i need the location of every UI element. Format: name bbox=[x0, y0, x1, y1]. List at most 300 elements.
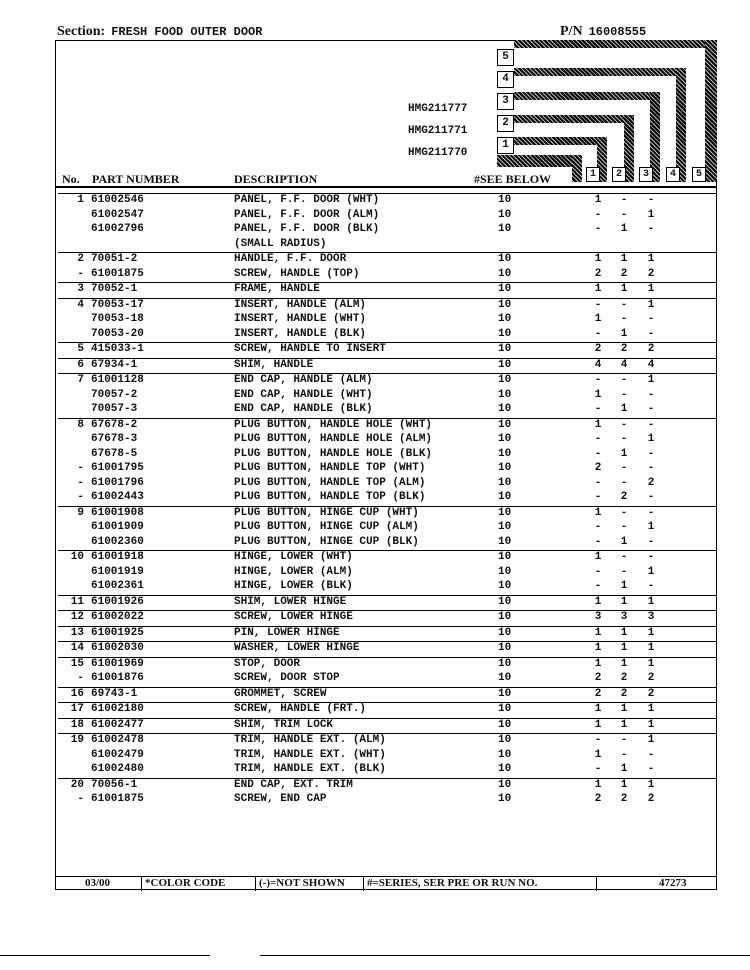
row-series-1-qty: 2 bbox=[594, 343, 602, 355]
row-series-2-qty: 1 bbox=[620, 763, 628, 775]
row-part-number: 61001128 bbox=[91, 374, 144, 386]
row-series-2-qty: - bbox=[620, 388, 628, 401]
row-series-1-qty: 1 bbox=[594, 194, 602, 206]
footer-color-code: *COLOR CODE bbox=[145, 877, 226, 889]
row-part-number: 70052-1 bbox=[91, 283, 138, 295]
row-see-below: 10 bbox=[498, 565, 512, 578]
row-description: PIN, LOWER HINGE bbox=[234, 626, 340, 639]
row-series-1-qty: 2 bbox=[594, 687, 602, 700]
row-see-below: 10 bbox=[498, 433, 512, 445]
row-item-number: 5 bbox=[77, 343, 84, 355]
row-part-number: 61001909 bbox=[91, 521, 144, 533]
row-see-below: 10 bbox=[498, 551, 512, 563]
row-series-1-qty: 1 bbox=[594, 703, 602, 715]
row-description: GROMMET, SCREW bbox=[234, 687, 327, 700]
row-series-3-qty: 1 bbox=[647, 565, 655, 578]
row-item-number: - bbox=[77, 267, 84, 280]
row-description: PLUG BUTTON, HANDLE HOLE (ALM) bbox=[234, 433, 433, 445]
table-row bbox=[58, 268, 716, 283]
row-part-number: 61002361 bbox=[91, 580, 144, 592]
row-see-below: 10 bbox=[498, 642, 512, 654]
row-see-below: 10 bbox=[498, 748, 512, 761]
row-series-2-qty: - bbox=[620, 313, 628, 325]
row-part-number: 61001795 bbox=[91, 462, 144, 474]
row-description: WASHER, LOWER HINGE bbox=[234, 642, 360, 654]
row-part-number: 61002180 bbox=[91, 703, 144, 715]
row-series-3-qty: 1 bbox=[647, 626, 655, 639]
table-row bbox=[58, 733, 716, 749]
row-series-3-qty: - bbox=[647, 763, 655, 775]
row-part-number: 61002443 bbox=[91, 491, 144, 503]
row-description: INSERT, HANDLE (ALM) bbox=[234, 298, 367, 311]
row-part-number: 70053-17 bbox=[91, 298, 144, 311]
row-series-2-qty: - bbox=[620, 476, 628, 489]
row-description: (SMALL RADIUS) bbox=[234, 237, 327, 250]
table-row bbox=[58, 282, 716, 298]
row-series-2-qty: 2 bbox=[620, 491, 628, 503]
table-row bbox=[58, 580, 716, 595]
series-bar-2-top bbox=[514, 115, 633, 123]
table-row bbox=[58, 433, 716, 448]
footer-not-shown: (-)=NOT SHOWN bbox=[259, 877, 345, 889]
row-series-3-qty: 1 bbox=[647, 718, 655, 731]
row-see-below: 10 bbox=[498, 657, 512, 670]
row-series-2-qty: - bbox=[620, 298, 628, 311]
row-see-below: 10 bbox=[498, 476, 512, 489]
row-series-1-qty: - bbox=[594, 208, 602, 221]
table-row bbox=[58, 462, 716, 477]
row-series-3-qty: - bbox=[647, 327, 655, 340]
row-part-number: 61002479 bbox=[91, 748, 144, 761]
row-description: PANEL, F.F. DOOR (WHT) bbox=[234, 194, 380, 206]
row-series-1-qty: - bbox=[594, 763, 602, 775]
series-bar-3-top bbox=[514, 92, 660, 100]
row-series-2-qty: - bbox=[620, 748, 628, 761]
row-item-number: 6 bbox=[77, 358, 84, 371]
table-row bbox=[58, 687, 716, 703]
row-series-2-qty: 3 bbox=[620, 611, 628, 623]
row-series-2-qty: 1 bbox=[620, 535, 628, 548]
row-series-3-qty: 1 bbox=[647, 703, 655, 715]
section-header bbox=[57, 24, 262, 40]
row-series-2-qty: - bbox=[620, 462, 628, 474]
row-item-number: 20 bbox=[70, 778, 84, 791]
model-number: HMG211770 bbox=[408, 147, 468, 159]
row-series-1-qty: 2 bbox=[594, 462, 602, 474]
row-see-below: 10 bbox=[498, 374, 512, 386]
table-row bbox=[58, 550, 716, 566]
table-row bbox=[58, 403, 716, 418]
row-series-2-qty: 1 bbox=[620, 403, 628, 415]
row-part-number: 61001919 bbox=[91, 565, 144, 578]
row-series-2-qty: 1 bbox=[620, 580, 628, 592]
row-part-number: 61002546 bbox=[91, 194, 144, 206]
row-series-2-qty: - bbox=[620, 734, 628, 746]
row-part-number: 61002796 bbox=[91, 223, 144, 235]
row-series-2-qty: 1 bbox=[620, 595, 628, 608]
row-series-2-qty: 2 bbox=[620, 267, 628, 280]
row-series-2-qty: 1 bbox=[620, 642, 628, 654]
pn-value: 16008555 bbox=[588, 25, 647, 39]
row-description: SCREW, END CAP bbox=[234, 793, 327, 805]
row-series-3-qty: 1 bbox=[647, 298, 655, 311]
row-part-number: 415033-1 bbox=[91, 343, 144, 355]
col-header-description: DESCRIPTION bbox=[234, 172, 318, 186]
row-series-1-qty: 1 bbox=[594, 718, 602, 731]
row-item-number: - bbox=[77, 476, 84, 489]
row-see-below: 10 bbox=[498, 358, 512, 371]
row-item-number: - bbox=[77, 462, 84, 474]
row-series-2-qty: - bbox=[620, 374, 628, 386]
model-number: HMG211771 bbox=[408, 125, 468, 137]
row-series-2-qty: 1 bbox=[620, 327, 628, 340]
row-see-below: 10 bbox=[498, 535, 512, 548]
row-series-2-qty: 4 bbox=[620, 358, 628, 371]
row-series-3-qty: - bbox=[647, 535, 655, 548]
row-description: PLUG BUTTON, HANDLE TOP (ALM) bbox=[234, 476, 426, 489]
row-item-number: 12 bbox=[70, 611, 84, 623]
row-series-3-qty: 1 bbox=[647, 778, 655, 791]
row-description: FRAME, HANDLE bbox=[234, 283, 320, 295]
row-series-3-qty: 1 bbox=[647, 374, 655, 386]
table-row bbox=[58, 477, 716, 492]
section-value: FRESH FOOD OUTER DOOR bbox=[111, 25, 263, 39]
row-description: INSERT, HANDLE (BLK) bbox=[234, 327, 367, 340]
row-see-below: 10 bbox=[498, 283, 512, 295]
row-series-3-qty: - bbox=[647, 403, 655, 415]
series-bar-1-top bbox=[514, 137, 606, 145]
row-description: SHIM, HANDLE bbox=[234, 358, 314, 371]
footer-doc-number: 47273 bbox=[659, 877, 687, 889]
row-see-below: 10 bbox=[498, 253, 512, 265]
row-see-below: 10 bbox=[498, 793, 512, 805]
row-series-3-qty: - bbox=[647, 223, 655, 235]
row-series-2-qty: 1 bbox=[620, 657, 628, 670]
row-part-number: 61002030 bbox=[91, 642, 144, 654]
row-part-number: 67678-3 bbox=[91, 433, 138, 445]
row-series-1-qty: 3 bbox=[594, 611, 602, 623]
series-bar-5-vert bbox=[705, 40, 717, 182]
series-bar-base-vert bbox=[572, 155, 582, 182]
row-part-number: 61001876 bbox=[91, 672, 144, 684]
row-series-3-qty: 1 bbox=[647, 657, 655, 670]
row-series-1-qty: 1 bbox=[594, 506, 602, 519]
row-part-number: 61001969 bbox=[91, 657, 144, 670]
section-label: Section: bbox=[57, 24, 106, 39]
row-series-1-qty: 1 bbox=[594, 388, 602, 401]
series-box-2: 2 bbox=[497, 115, 514, 132]
row-series-1-qty: - bbox=[594, 374, 602, 386]
table-row bbox=[58, 749, 716, 764]
row-see-below: 10 bbox=[498, 462, 512, 474]
row-item-number: 19 bbox=[70, 734, 84, 746]
table-row bbox=[58, 448, 716, 463]
table-row bbox=[58, 718, 716, 734]
table-row bbox=[58, 610, 716, 626]
row-series-1-qty: 1 bbox=[594, 595, 602, 608]
table-row bbox=[58, 536, 716, 551]
row-description: HINGE, LOWER (ALM) bbox=[234, 565, 353, 578]
part-number-header bbox=[560, 24, 646, 40]
row-series-2-qty: - bbox=[620, 208, 628, 221]
row-part-number: 70056-1 bbox=[91, 778, 138, 791]
pn-label: P/N bbox=[560, 24, 583, 39]
table-row bbox=[58, 238, 716, 253]
row-item-number: 4 bbox=[77, 298, 84, 311]
row-see-below: 10 bbox=[498, 734, 512, 746]
row-part-number: 61002547 bbox=[91, 208, 144, 221]
row-see-below: 10 bbox=[498, 267, 512, 280]
header-divider bbox=[55, 186, 717, 188]
row-see-below: 10 bbox=[498, 521, 512, 533]
series-bar-base bbox=[497, 155, 581, 167]
row-description: TRIM, HANDLE EXT. (BLK) bbox=[234, 763, 386, 775]
row-part-number: 61001908 bbox=[91, 506, 144, 519]
row-see-below: 10 bbox=[498, 447, 512, 460]
row-item-number: 18 bbox=[70, 718, 84, 731]
row-see-below: 10 bbox=[498, 403, 512, 415]
table-row bbox=[58, 418, 716, 434]
row-description: PLUG BUTTON, HANDLE TOP (WHT) bbox=[234, 462, 426, 474]
parts-table bbox=[58, 193, 716, 808]
row-series-2-qty: 2 bbox=[620, 343, 628, 355]
row-item-number: 2 bbox=[77, 253, 84, 265]
row-series-1-qty: 1 bbox=[594, 313, 602, 325]
row-description: PLUG BUTTON, HINGE CUP (WHT) bbox=[234, 506, 419, 519]
table-row bbox=[58, 328, 716, 343]
col-header-series-4: 4 bbox=[666, 167, 680, 182]
row-series-2-qty: 1 bbox=[620, 223, 628, 235]
row-series-2-qty: 1 bbox=[620, 718, 628, 731]
row-series-1-qty: - bbox=[594, 565, 602, 578]
row-part-number: 61001918 bbox=[91, 551, 144, 563]
row-item-number: 8 bbox=[77, 418, 84, 431]
row-series-2-qty: 1 bbox=[620, 703, 628, 715]
row-description: SCREW, HANDLE (TOP) bbox=[234, 267, 360, 280]
footer bbox=[55, 876, 717, 891]
row-description: SHIM, TRIM LOCK bbox=[234, 718, 334, 731]
row-series-2-qty: 2 bbox=[620, 687, 628, 700]
row-series-1-qty: 1 bbox=[594, 253, 602, 265]
row-series-2-qty: 2 bbox=[620, 672, 628, 684]
row-description: SCREW, HANDLE TO INSERT bbox=[234, 343, 386, 355]
table-row bbox=[58, 626, 716, 642]
table-row bbox=[58, 298, 716, 314]
row-description: TRIM, HANDLE EXT. (ALM) bbox=[234, 734, 386, 746]
row-item-number: 11 bbox=[70, 595, 84, 608]
series-box-4: 4 bbox=[497, 71, 514, 88]
row-series-3-qty: 1 bbox=[647, 208, 655, 221]
row-series-3-qty: 2 bbox=[647, 672, 655, 684]
row-series-2-qty: - bbox=[620, 521, 628, 533]
row-description: PLUG BUTTON, HANDLE HOLE (WHT) bbox=[234, 418, 433, 431]
row-series-1-qty: 1 bbox=[594, 551, 602, 563]
series-bar-4-vert bbox=[676, 68, 686, 182]
row-description: PLUG BUTTON, HANDLE TOP (BLK) bbox=[234, 491, 426, 503]
row-description: END CAP, HANDLE (BLK) bbox=[234, 403, 373, 415]
row-see-below: 10 bbox=[498, 223, 512, 235]
row-see-below: 10 bbox=[498, 626, 512, 639]
row-description: PANEL, F.F. DOOR (ALM) bbox=[234, 208, 380, 221]
row-series-3-qty: - bbox=[647, 447, 655, 460]
page-edge-line bbox=[0, 955, 210, 956]
row-series-3-qty: 1 bbox=[647, 642, 655, 654]
row-series-3-qty: 2 bbox=[647, 476, 655, 489]
row-series-1-qty: 1 bbox=[594, 748, 602, 761]
row-series-2-qty: - bbox=[620, 551, 628, 563]
row-part-number: 61002477 bbox=[91, 718, 144, 731]
row-series-1-qty: 1 bbox=[594, 778, 602, 791]
row-see-below: 10 bbox=[498, 418, 512, 431]
row-series-3-qty: 1 bbox=[647, 595, 655, 608]
row-item-number: 17 bbox=[70, 703, 84, 715]
row-series-1-qty: - bbox=[594, 298, 602, 311]
row-part-number: 67678-2 bbox=[91, 418, 138, 431]
row-see-below: 10 bbox=[498, 194, 512, 206]
row-series-3-qty: 4 bbox=[647, 358, 655, 371]
row-series-3-qty: - bbox=[647, 388, 655, 401]
table-row bbox=[58, 793, 716, 808]
row-part-number: 61001796 bbox=[91, 476, 144, 489]
col-header-see-below: #SEE BELOW bbox=[474, 172, 552, 186]
row-part-number: 61001875 bbox=[91, 793, 144, 805]
row-description: END CAP, HANDLE (WHT) bbox=[234, 388, 373, 401]
row-description: HINGE, LOWER (BLK) bbox=[234, 580, 353, 592]
col-header-series-5: 5 bbox=[692, 167, 706, 182]
row-description: PLUG BUTTON, HINGE CUP (ALM) bbox=[234, 521, 419, 533]
row-series-1-qty: - bbox=[594, 403, 602, 415]
table-row bbox=[58, 193, 716, 209]
row-part-number: 61001925 bbox=[91, 626, 144, 639]
row-part-number: 67934-1 bbox=[91, 358, 138, 371]
row-item-number: 15 bbox=[70, 657, 84, 670]
row-see-below: 10 bbox=[498, 491, 512, 503]
row-see-below: 10 bbox=[498, 687, 512, 700]
row-series-1-qty: 2 bbox=[594, 672, 602, 684]
row-description: PLUG BUTTON, HINGE CUP (BLK) bbox=[234, 535, 419, 548]
row-description: STOP, DOOR bbox=[234, 657, 301, 670]
table-row bbox=[58, 223, 716, 238]
row-series-3-qty: 2 bbox=[647, 687, 655, 700]
row-description: HINGE, LOWER (WHT) bbox=[234, 551, 353, 563]
row-part-number: 61002360 bbox=[91, 535, 144, 548]
row-description: PLUG BUTTON, HANDLE HOLE (BLK) bbox=[234, 447, 433, 460]
row-description: PANEL, F.F. DOOR (BLK) bbox=[234, 223, 380, 235]
series-bar-4-top bbox=[514, 68, 686, 76]
row-item-number: 7 bbox=[77, 374, 84, 386]
row-series-1-qty: 2 bbox=[594, 267, 602, 280]
row-series-1-qty: 1 bbox=[594, 657, 602, 670]
row-see-below: 10 bbox=[498, 506, 512, 519]
row-series-1-qty: 1 bbox=[594, 642, 602, 654]
row-series-1-qty: - bbox=[594, 476, 602, 489]
row-series-1-qty: 1 bbox=[594, 283, 602, 295]
table-row bbox=[58, 373, 716, 389]
row-series-1-qty: - bbox=[594, 447, 602, 460]
row-description: TRIM, HANDLE EXT. (WHT) bbox=[234, 748, 386, 761]
row-description: SCREW, LOWER HINGE bbox=[234, 611, 353, 623]
row-series-2-qty: - bbox=[620, 506, 628, 519]
row-part-number: 70053-18 bbox=[91, 313, 144, 325]
row-series-1-qty: - bbox=[594, 521, 602, 533]
table-row bbox=[58, 763, 716, 778]
row-series-1-qty: 1 bbox=[594, 418, 602, 431]
row-description: SCREW, HANDLE (FRT.) bbox=[234, 703, 367, 715]
row-series-3-qty: 2 bbox=[647, 267, 655, 280]
model-number: HMG211777 bbox=[408, 103, 468, 115]
row-part-number: 61002022 bbox=[91, 611, 144, 623]
row-series-1-qty: 4 bbox=[594, 358, 602, 371]
row-series-3-qty: 2 bbox=[647, 343, 655, 355]
row-item-number: 13 bbox=[70, 626, 84, 639]
row-part-number: 67678-5 bbox=[91, 447, 138, 460]
col-header-part-number: PART NUMBER bbox=[92, 172, 180, 186]
row-series-2-qty: 1 bbox=[620, 253, 628, 265]
row-series-3-qty: - bbox=[647, 313, 655, 325]
row-series-3-qty: 1 bbox=[647, 521, 655, 533]
table-row bbox=[58, 521, 716, 536]
table-row bbox=[58, 506, 716, 522]
row-series-3-qty: - bbox=[647, 418, 655, 431]
row-series-2-qty: 2 bbox=[620, 793, 628, 805]
row-series-3-qty: - bbox=[647, 506, 655, 519]
col-header-no: No. bbox=[62, 172, 80, 186]
row-item-number: - bbox=[77, 793, 84, 805]
row-description: INSERT, HANDLE (WHT) bbox=[234, 313, 367, 325]
row-series-1-qty: - bbox=[594, 734, 602, 746]
row-item-number: 3 bbox=[77, 283, 84, 295]
row-series-3-qty: 1 bbox=[647, 283, 655, 295]
table-row bbox=[58, 342, 716, 358]
row-item-number: - bbox=[77, 672, 84, 684]
row-part-number: 70053-20 bbox=[91, 327, 144, 340]
row-series-1-qty: - bbox=[594, 327, 602, 340]
table-row bbox=[58, 566, 716, 581]
row-series-1-qty: - bbox=[594, 580, 602, 592]
table-row bbox=[58, 595, 716, 611]
col-header-series-2: 2 bbox=[612, 167, 626, 182]
table-row bbox=[58, 702, 716, 718]
row-see-below: 10 bbox=[498, 778, 512, 791]
table-row bbox=[58, 209, 716, 224]
table-row bbox=[58, 672, 716, 687]
row-item-number: 14 bbox=[70, 642, 84, 654]
row-series-2-qty: - bbox=[620, 194, 628, 206]
row-series-3-qty: 1 bbox=[647, 253, 655, 265]
table-row bbox=[58, 389, 716, 404]
row-series-2-qty: 1 bbox=[620, 283, 628, 295]
row-see-below: 10 bbox=[498, 763, 512, 775]
row-see-below: 10 bbox=[498, 388, 512, 401]
row-series-1-qty: - bbox=[594, 535, 602, 548]
row-part-number: 69743-1 bbox=[91, 687, 138, 700]
footer-series-note: #=SERIES, SER PRE OR RUN NO. bbox=[367, 877, 538, 889]
row-series-1-qty: 1 bbox=[594, 626, 602, 639]
series-box-3: 3 bbox=[497, 93, 514, 110]
row-see-below: 10 bbox=[498, 208, 512, 221]
row-part-number: 70057-2 bbox=[91, 388, 138, 401]
row-item-number: 1 bbox=[77, 194, 84, 206]
series-box-1: 1 bbox=[497, 137, 514, 154]
series-bar-5-top bbox=[514, 40, 717, 48]
table-row bbox=[58, 252, 716, 268]
row-series-2-qty: 1 bbox=[620, 447, 628, 460]
row-description: SCREW, DOOR STOP bbox=[234, 672, 340, 684]
row-series-1-qty: - bbox=[594, 223, 602, 235]
row-item-number: - bbox=[77, 491, 84, 503]
row-part-number: 61002478 bbox=[91, 734, 144, 746]
row-series-2-qty: 1 bbox=[620, 778, 628, 791]
